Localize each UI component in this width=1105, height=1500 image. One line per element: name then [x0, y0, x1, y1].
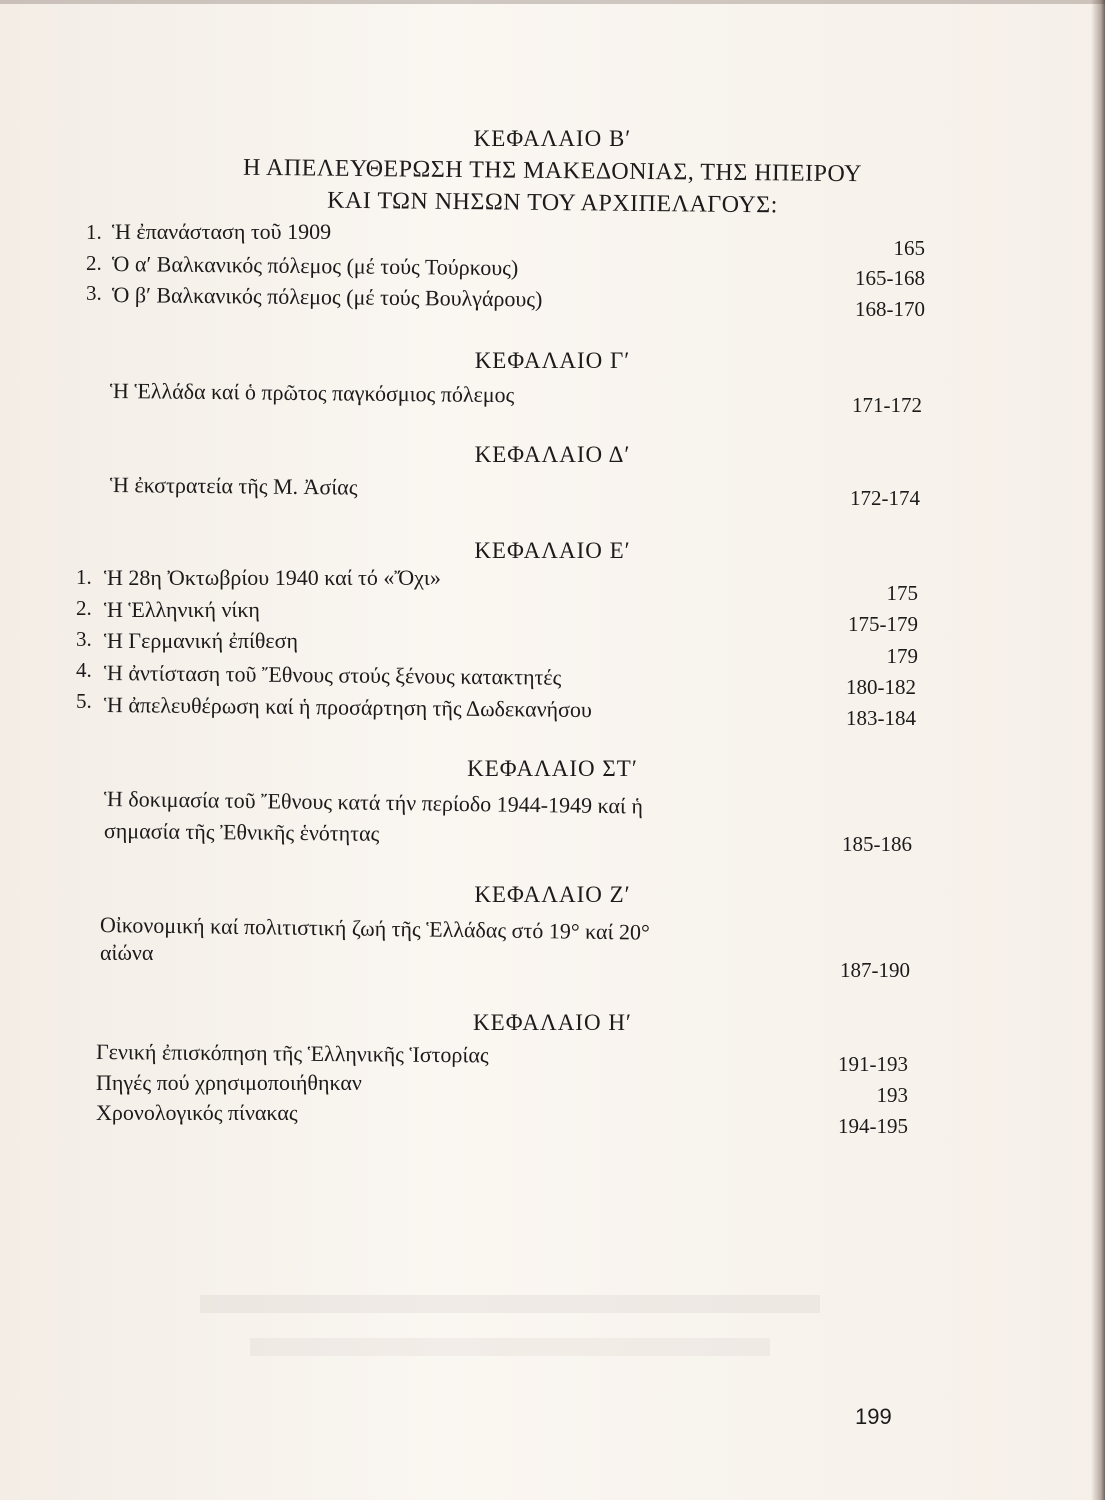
chapter-b-subtitle-line1: Η ΑΠΕΛΕΥΘΕΡΩΣΗ ΤΗΣ ΜΑΚΕΔΟΝΙΑΣ, ΤΗΣ ΗΠΕΙΡΟΥ [242, 154, 863, 188]
entry-text-line2: σημασία τῆς Ἐθνικῆς ἑνότητας [103, 818, 380, 846]
entry-number: 2. [86, 251, 102, 275]
entry-text: Ἡ ἐκστρατεία τῆς Μ. Ἀσίας [109, 472, 358, 500]
chapter-c-heading: ΚΕΦΑΛΑΙΟ Γ′ [474, 348, 631, 373]
entry-text: Ἡ 28η Ὀκτωβρίου 1940 καί τό «Ὄχι» [104, 565, 441, 590]
page-number: 199 [855, 1404, 892, 1429]
entry-number: 1. [76, 565, 92, 589]
chapter-h-heading: ΚΕΦΑΛΑΙΟ Η′ [473, 1010, 632, 1035]
entry-number: 3. [86, 281, 102, 305]
entry-pages: 171-172 [852, 393, 922, 417]
entry-pages: 168-170 [855, 297, 925, 321]
chapter-e-heading: ΚΕΦΑΛΑΙΟ Ε′ [474, 538, 631, 563]
entry-text: Ἡ ἀπελευθέρωση καί ἡ προσάρτηση τῆς Δωδεκανήσου [103, 692, 593, 723]
entry-text: Γενική ἐπισκόπηση τῆς Ἑλληνικῆς Ἱστορίας [95, 1039, 489, 1068]
entry-text: Ἡ ἀντίσταση τοῦ Ἔθνους στούς ξένους κατακτητές [103, 660, 562, 690]
entry-pages: 183-184 [846, 706, 916, 730]
entry-text: Ὁ α′ Βαλκανικός πόλεμος (μέ τούς Τούρκους) [111, 251, 519, 281]
entry-text-line1: Ἡ δοκιμασία τοῦ Ἔθνους κατά τήν περίοδο 1944-1949 καί ἡ [103, 786, 644, 819]
entry-number: 5. [76, 689, 92, 713]
page-edge-top [0, 0, 1105, 4]
entry-pages: 172-174 [850, 486, 920, 510]
entry-pages: 191-193 [838, 1052, 908, 1076]
show-through-smudge [200, 1295, 820, 1313]
entry-pages: 193 [876, 1083, 908, 1107]
chapter-f-heading: ΚΕΦΑΛΑΙΟ ΣΤ′ [467, 756, 638, 781]
chapter-b-subtitle-line2: ΚΑΙ ΤΩΝ ΝΗΣΩΝ ΤΟΥ ΑΡΧΙΠΕΛΑΓΟΥΣ: [327, 187, 778, 219]
show-through-smudge [250, 1338, 770, 1356]
entry-text-line2: αἰώνα [100, 940, 154, 965]
entry-pages: 165-168 [855, 266, 925, 290]
entry-text: Χρονολογικός πίνακας [96, 1100, 298, 1125]
entry-text: Πηγές πού χρησιμοποιήθηκαν [96, 1070, 362, 1095]
chapter-b-heading: ΚΕΦΑΛΑΙΟ Β′ [473, 126, 632, 151]
entry-pages: 180-182 [846, 675, 916, 699]
entry-pages: 194-195 [838, 1114, 908, 1138]
chapter-d-heading: ΚΕΦΑΛΑΙΟ Δ′ [474, 442, 631, 467]
entry-text: Ἡ Ἑλλάδα καί ὁ πρῶτος παγκόσμιος πόλεμος [109, 378, 515, 408]
entry-text: Ἡ Γερμανική ἐπίθεση [104, 628, 299, 653]
entry-text: Ἡ ἐπανάσταση τοῦ 1909 [112, 219, 332, 244]
entry-pages: 187-190 [840, 958, 910, 982]
entry-number: 1. [86, 220, 102, 244]
entry-pages: 175 [886, 581, 918, 605]
entry-pages: 185-186 [842, 832, 912, 856]
entry-pages: 175-179 [848, 612, 918, 636]
entry-number: 3. [76, 627, 92, 651]
entry-number: 2. [76, 596, 92, 620]
entry-number: 4. [76, 658, 92, 682]
chapter-g-heading: ΚΕΦΑΛΑΙΟ Ζ′ [474, 882, 631, 907]
entry-text-line1: Οἰκονομική καί πολιτιστική ζωή τῆς Ἑλλάδας στό 19° καί 20° [99, 912, 650, 945]
entry-text: Ἡ Ἑλληνική νίκη [104, 597, 260, 622]
entry-pages: 179 [886, 644, 918, 668]
entry-text: Ὁ β′ Βαλκανικός πόλεμος (μέ τούς Βουλγάρους) [111, 282, 543, 312]
page-edge-shadow [1091, 0, 1105, 1500]
entry-pages: 165 [893, 236, 925, 260]
